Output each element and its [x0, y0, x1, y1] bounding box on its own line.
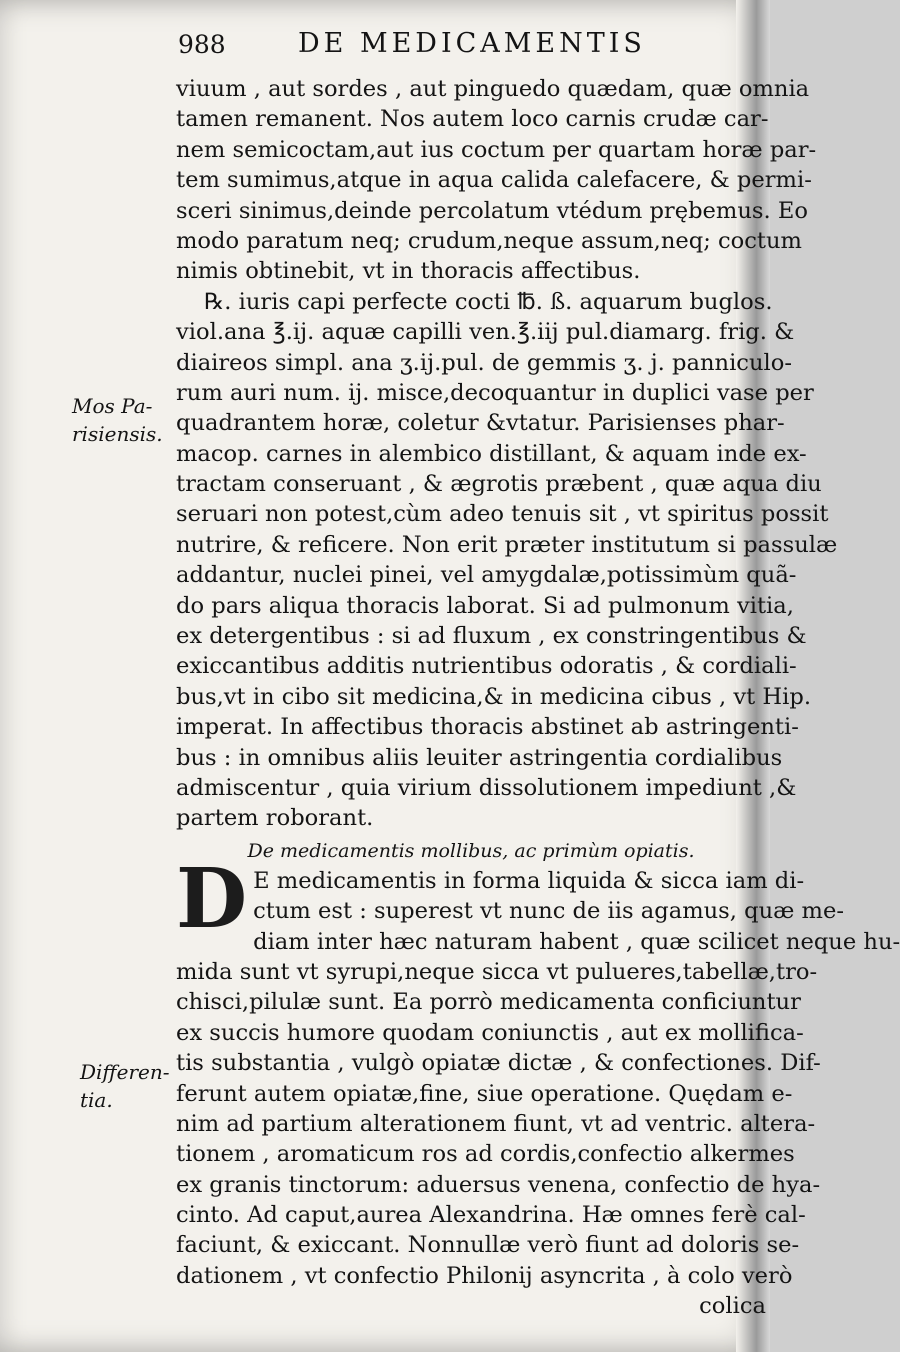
text-line: ex detergentibus : si ad fluxum , ex constringentibus &: [176, 623, 807, 650]
text-line: imperat. In affectibus thoracis abstinet ab astringenti-: [176, 714, 799, 741]
text-line: sceri sinimus,deinde percolatum vtédum prębemus. Eo: [176, 197, 808, 224]
text-line: admiscentur , quia virium dissolutionem impediunt ,&: [176, 774, 797, 801]
paragraph-1: [176, 74, 817, 287]
text-line: ex granis tinctorum: aduersus venena, confectio de hya-: [176, 1171, 821, 1198]
margin-note-line: Mos Pa-: [72, 394, 153, 418]
text-line: addantur, nuclei pinei, vel amygdalæ,potissimùm quã-: [176, 562, 797, 589]
text-line: do pars aliqua thoracis laborat. Si ad pulmonum vitia,: [176, 592, 794, 619]
text-line: viuum , aut sordes , aut pinguedo quædam, quæ omnia: [176, 76, 810, 102]
margin-note-line: tia.: [80, 1088, 113, 1112]
running-title: DE MEDICAMENTIS: [298, 28, 646, 59]
catchword: colica: [699, 1293, 766, 1320]
text-line: ctum est : superest vt nunc de iis agamus, quæ me-: [253, 898, 844, 925]
text-line: diam inter hæc naturam habent , quæ scilicet neque hu-: [253, 928, 900, 955]
text-line: dationem , vt confectio Philonij asyncrita , à colo verò: [176, 1262, 793, 1289]
page-header: [178, 28, 718, 68]
text-line: ferunt autem opiatæ,fine, siue operatione. Quędam e-: [176, 1080, 793, 1107]
page-number: 988: [178, 30, 226, 59]
margin-note-line: risiensis.: [72, 422, 163, 446]
section-subheading: De medicamentis mollibus, ac primùm opiatis.: [247, 839, 695, 862]
text-line: diaireos simpl. ana ʒ.ij.pul. de gemmis ʒ. j. panniculo-: [176, 349, 792, 376]
text-line: E medicamentis in forma liquida & sicca iam di-: [253, 867, 805, 894]
text-line: macop. carnes in alembico distillant, & aquam inde ex-: [176, 440, 807, 467]
text-line: tamen remanent. Nos autem loco carnis crudæ car-: [176, 106, 769, 133]
text-line: nutrire, & reficere. Non erit præter institutum si passulæ: [176, 531, 838, 558]
text-line: partem roborant.: [176, 805, 374, 832]
text-line: nim ad partium alterationem fiunt, vt ad ventric. altera-: [176, 1110, 816, 1137]
paragraph-2-recipe: [176, 287, 838, 834]
text-line: quadrantem horæ, coletur &vtatur. Parisienses phar-: [176, 410, 785, 437]
text-line: modo paratum neq; crudum,neque assum,neq; coctum: [176, 227, 802, 254]
text-line: tem sumimus,atque in aqua calida calefacere, & permi-: [176, 167, 812, 194]
text-line: bus : in omnibus aliis leuiter astringentia cordialibus: [176, 744, 783, 771]
text-line: bus,vt in cibo sit medicina,& in medicina cibus , vt Hip.: [176, 683, 812, 710]
margin-note-differentia: [80, 1058, 190, 1114]
margin-note-line: Differen-: [80, 1060, 170, 1084]
text-line: tis substantia , vulgò opiatæ dictæ , & confectiones. Dif-: [176, 1050, 821, 1077]
drop-cap: D: [176, 850, 248, 947]
text-line: ℞. iuris capi perfecte cocti ℔. ß. aquarum buglos.: [204, 288, 773, 315]
text-line: nimis obtinebit, vt in thoracis affectibus.: [176, 258, 641, 285]
text-line: chisci,pilulæ sunt. Ea porrò medicamenta conficiuntur: [176, 989, 801, 1016]
text-line: tractam conseruant , & ægrotis præbent , quæ aqua diu: [176, 471, 822, 498]
text-line: mida sunt vt syrupi,neque sicca vt pulueres,tabellæ,tro-: [176, 958, 818, 985]
text-line: cinto. Ad caput,aurea Alexandrina. Hæ omnes ferè cal-: [176, 1202, 806, 1229]
text-line: faciunt, & exiccant. Nonnullæ verò fiunt ad doloris se-: [176, 1232, 800, 1259]
text-line: viol.ana ℥.ij. aquæ capilli ven.℥.iij pul.diamarg. frig. &: [176, 319, 795, 346]
text-line: tionem , aromaticum ros ad cordis,confectio alkermes: [176, 1141, 795, 1168]
main-text: [176, 74, 900, 1322]
margin-note-mos-parisiensis: [72, 392, 182, 448]
text-line: rum auri num. ij. misce,decoquantur in duplici vase per: [176, 379, 814, 406]
text-line: exiccantibus additis nutrientibus odoratis , & cordiali-: [176, 653, 797, 680]
text-line: ex succis humore quodam coniunctis , aut ex mollifica-: [176, 1019, 804, 1046]
text-line: nem semicoctam,aut ius coctum per quartam horæ par-: [176, 136, 817, 163]
text-line: seruari non potest,cùm adeo tenuis sit , vt spiritus possit: [176, 501, 829, 528]
